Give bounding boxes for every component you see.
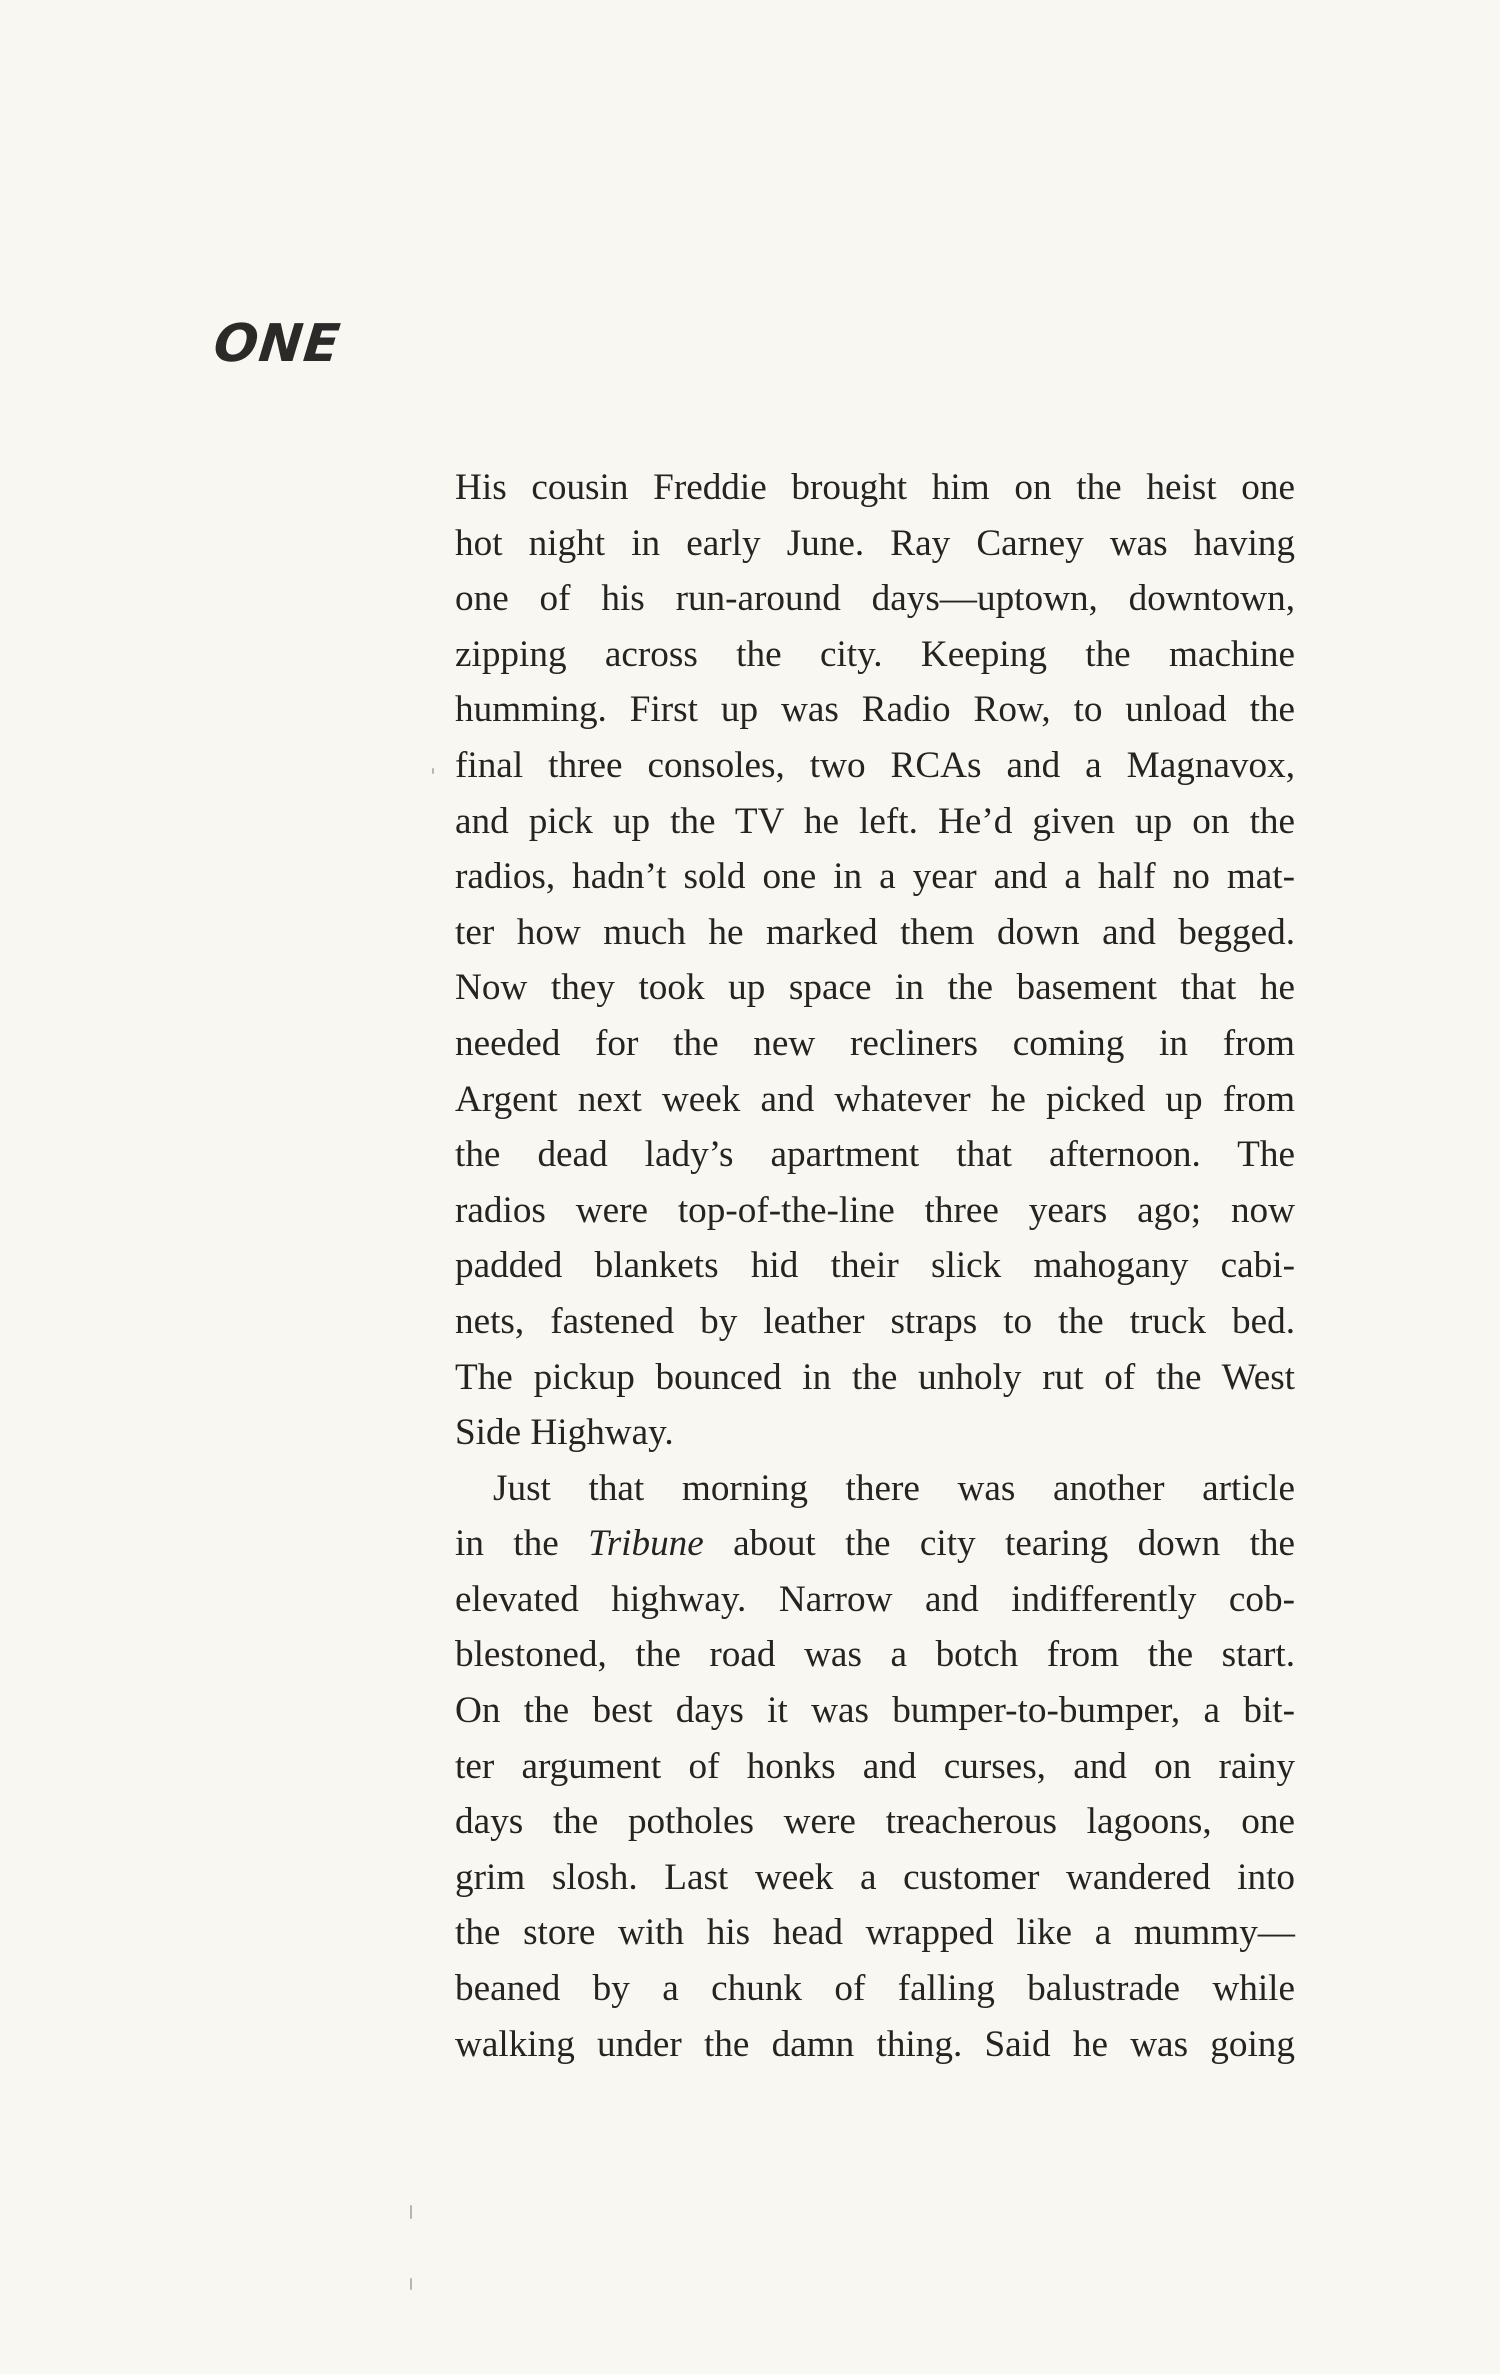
- scan-speck: [410, 2278, 412, 2290]
- text-line: the store with his head wrapped like a mummy—: [455, 1912, 1295, 1954]
- text-line: beaned by a chunk of falling balustrade while: [455, 1968, 1295, 2010]
- text-line: elevated highway. Narrow and indifferently cob-: [455, 1578, 1295, 1620]
- text-line: padded blankets hid their slick mahogany cabi-: [455, 1245, 1295, 1287]
- text-line: walking under the damn thing. Said he was going: [455, 2023, 1295, 2065]
- text-line: days the potholes were treacherous lagoons, one: [455, 1801, 1295, 1843]
- text-line: radios, hadn’t sold one in a year and a half no mat-: [455, 856, 1295, 898]
- body-text: [455, 460, 1295, 2072]
- text-line: blestoned, the road was a botch from the start.: [455, 1634, 1295, 1676]
- text-line: radios were top-of-the-line three years ago; now: [455, 1189, 1295, 1231]
- text-line: The pickup bounced in the unholy rut of the West: [455, 1356, 1295, 1398]
- text-line: needed for the new recliners coming in from: [455, 1022, 1295, 1064]
- scan-speck: [432, 768, 434, 774]
- text-line: final three consoles, two RCAs and a Magnavox,: [455, 744, 1295, 786]
- text-line: [455, 1516, 1295, 1572]
- paragraph-2: [455, 1461, 1295, 2073]
- text-span: about the city tearing down the: [703, 1523, 1295, 1565]
- text-line: humming. First up was Radio Row, to unload the: [455, 689, 1295, 731]
- text-line: grim slosh. Last week a customer wandered into: [455, 1856, 1295, 1898]
- text-line: the dead lady’s apartment that afternoon. The: [455, 1134, 1295, 1176]
- text-line: ter how much he marked them down and begged.: [455, 911, 1295, 953]
- text-line: hot night in early June. Ray Carney was having: [455, 522, 1295, 564]
- text-line: one of his run-around days—uptown, downtown,: [455, 578, 1295, 620]
- text-line: Just that morning there was another article: [493, 1467, 1295, 1509]
- text-line: His cousin Freddie brought him on the heist one: [455, 467, 1295, 508]
- text-line: On the best days it was bumper-to-bumper, a bit-: [455, 1690, 1295, 1732]
- scan-speck: [410, 2205, 412, 2219]
- newspaper-title: Tribune: [588, 1523, 704, 1565]
- text-line: Now they took up space in the basement that he: [455, 967, 1295, 1009]
- text-line: nets, fastened by leather straps to the truck bed.: [455, 1300, 1295, 1342]
- text-line: and pick up the TV he left. He’d given up on the: [455, 800, 1295, 842]
- chapter-heading: ONE: [210, 314, 344, 374]
- text-line: ter argument of honks and curses, and on rainy: [455, 1745, 1295, 1787]
- paragraph-1: [455, 460, 1295, 1461]
- text-line: Argent next week and whatever he picked up from: [455, 1078, 1295, 1120]
- text-span: in the: [455, 1523, 589, 1565]
- text-line: zipping across the city. Keeping the machine: [455, 633, 1295, 675]
- text-line: Side Highway.: [455, 1412, 674, 1454]
